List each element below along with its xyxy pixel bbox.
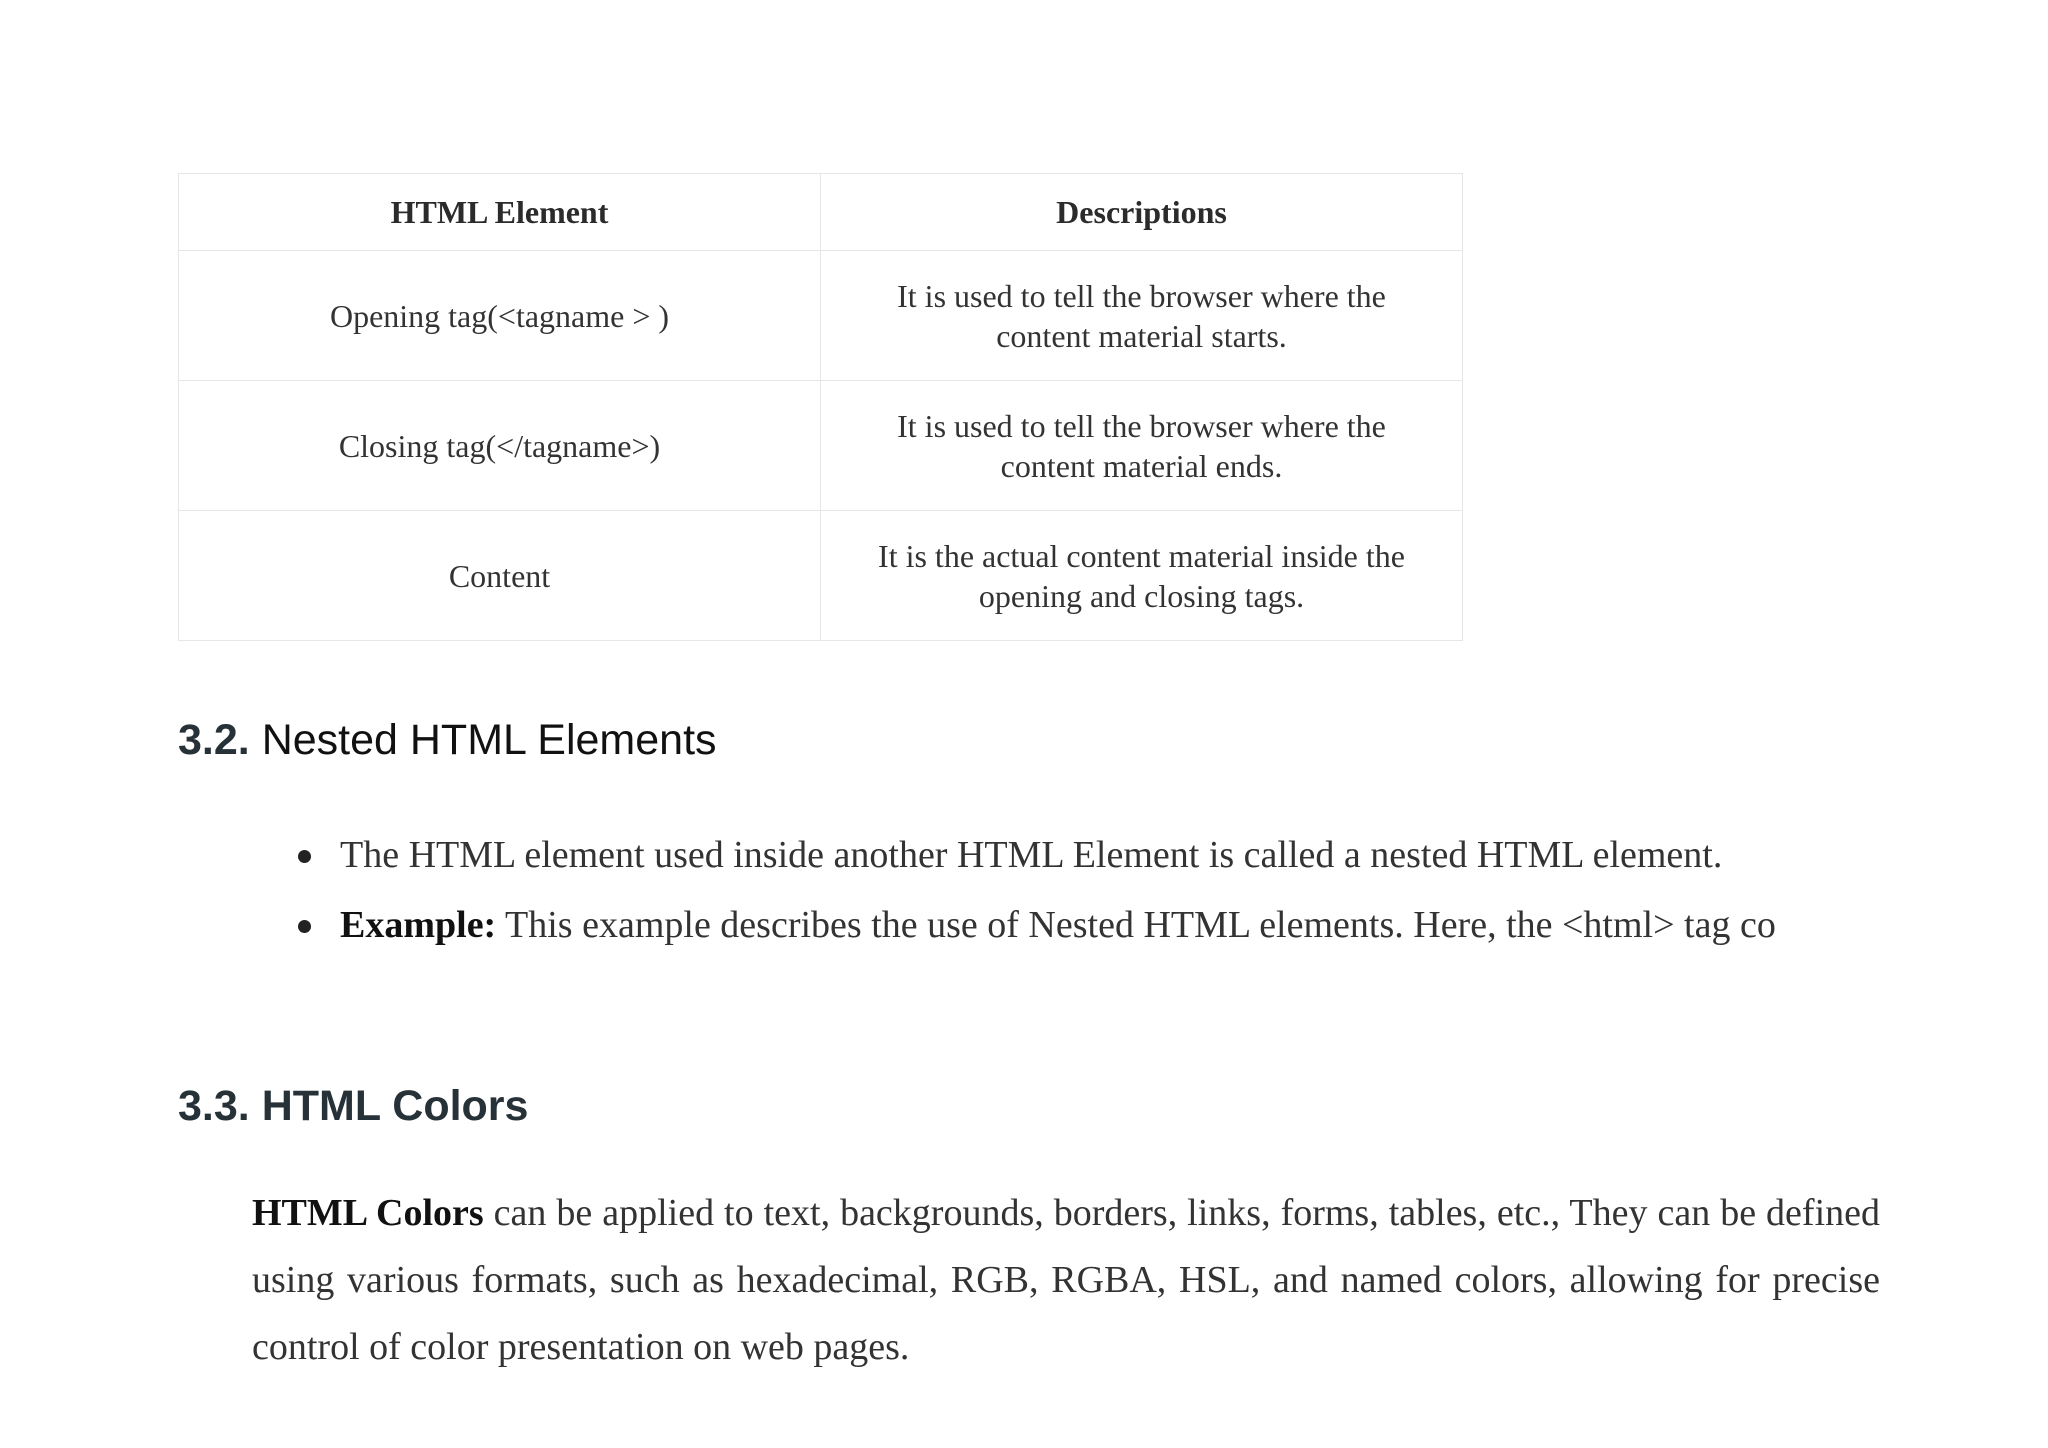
nested-elements-list xyxy=(290,820,2010,960)
table-cell-element: Closing tag(</tagname>) xyxy=(179,381,821,511)
paragraph-lead: HTML Colors xyxy=(252,1192,484,1234)
table-cell-description xyxy=(821,511,1463,641)
table-cell-description xyxy=(821,251,1463,381)
description-line: It is used to tell the browser where the xyxy=(897,407,1386,444)
table-cell-element: Content xyxy=(179,511,821,641)
section-title: Nested HTML Elements xyxy=(261,716,717,764)
description-line: It is used to tell the browser where the xyxy=(897,277,1386,314)
paragraph-text: can be applied to text, backgrounds, borders, links, forms, tables, etc., They can be defined using various formats, such as hexadecimal, RGB, RGBA, HSL, and named colors, allowing for precise control of color presentation on web pages. xyxy=(252,1192,1880,1368)
table-row xyxy=(179,251,1463,381)
bullet-icon xyxy=(298,850,311,863)
description-line: It is the actual content material inside the xyxy=(878,537,1405,574)
list-item xyxy=(290,820,2010,890)
section-number: 3.2. xyxy=(178,716,250,764)
description-line: opening and closing tags. xyxy=(978,577,1305,614)
table-header-element: HTML Element xyxy=(179,174,821,251)
table-cell-element: Opening tag(<tagname > ) xyxy=(179,251,821,381)
description-line: content material ends. xyxy=(1000,447,1283,484)
list-item-lead: Example: xyxy=(340,904,497,946)
section-heading-colors xyxy=(178,1082,528,1131)
section-heading-nested xyxy=(178,716,717,765)
bullet-icon xyxy=(298,920,311,933)
list-item-text: This example describes the use of Nested HTML elements. Here, the <html> tag co xyxy=(496,904,1776,946)
list-item xyxy=(290,890,2010,960)
table-header-row xyxy=(179,174,1463,251)
table-header-descriptions: Descriptions xyxy=(821,174,1463,251)
colors-paragraph xyxy=(252,1180,1880,1381)
table-cell-description xyxy=(821,381,1463,511)
table-row xyxy=(179,511,1463,641)
section-title: HTML Colors xyxy=(261,1082,529,1130)
html-element-table xyxy=(178,173,1463,641)
table-row xyxy=(179,381,1463,511)
description-line: content material starts. xyxy=(996,317,1287,354)
list-item-text: The HTML element used inside another HTML Element is called a nested HTML element. xyxy=(340,834,1723,876)
section-number: 3.3. xyxy=(178,1082,250,1130)
